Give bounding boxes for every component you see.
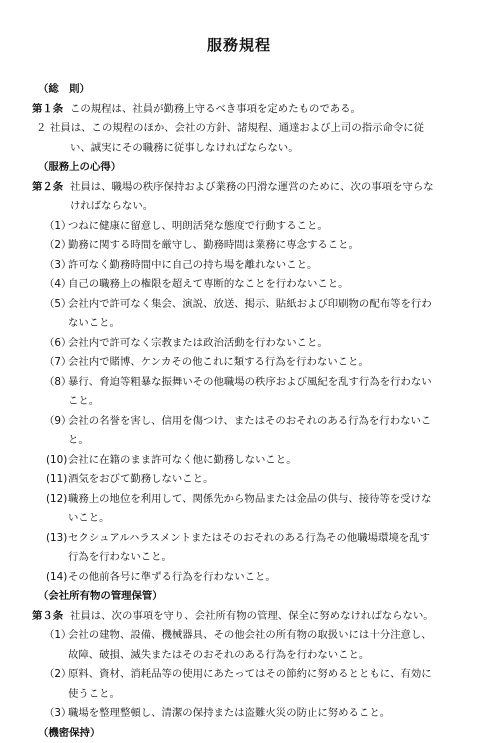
item-number: (12) <box>46 490 67 510</box>
item-number: （2） <box>44 236 71 256</box>
item-number: （8） <box>44 373 71 393</box>
item-text: 会社内で許可なく宗教または政治活動を行わないこと。 <box>68 337 328 349</box>
list-item <box>0 470 478 490</box>
article-2-items <box>0 217 478 588</box>
item-text: つねに健康に留意し、明朗活発な態度で行動すること。 <box>68 220 328 232</box>
item-text: 職務上の地位を利用して、関係先から物品または金品の供与、接待等を受けないこと。 <box>68 493 431 525</box>
item-number: （2） <box>44 665 71 685</box>
list-item <box>0 373 478 412</box>
item-number: （3） <box>44 704 71 724</box>
list-item <box>0 256 478 276</box>
article-3-items <box>0 626 478 724</box>
item-text: 会社内で賭博、ケンカその他これに類する行為を行わないこと。 <box>68 356 369 368</box>
item-number: （1） <box>44 626 71 646</box>
item-number: (13) <box>46 529 67 549</box>
section-heading-confidentiality: （機密保持） <box>0 724 478 743</box>
article-3 <box>0 607 478 627</box>
section-heading-conduct: （服務上の心得） <box>0 158 478 178</box>
item-number: （9） <box>44 412 71 432</box>
list-item <box>0 295 478 334</box>
document-body <box>0 80 478 743</box>
item-text: 原料、資材、消耗品等の使用にあたってはその節約に努めるとともに、有効に使うこと。 <box>68 668 432 700</box>
list-item <box>0 568 478 588</box>
item-text: 会社に在籍のまま許可なく他に勤務しないこと。 <box>68 454 297 466</box>
item-text: 暴行、脅迫等粗暴な振舞いその他職場の秩序および風紀を乱す行為を行わないこと。 <box>68 376 432 408</box>
list-item <box>0 626 478 665</box>
paragraph-text: 社員は、この規程のほか、会社の方針、諸規程、通達および上司の指示命令に従い、誠実にその職務に従事しなければならない。 <box>50 119 440 158</box>
item-number: （6） <box>44 334 71 354</box>
list-item <box>0 334 478 354</box>
article-text: この規程は、社員が勤務上守るべき事項を定めたものである。 <box>70 100 440 120</box>
article-1-paragraph-2 <box>0 119 478 158</box>
list-item <box>0 529 478 568</box>
document-title: 服務規程 <box>0 34 478 56</box>
item-number: （5） <box>44 295 71 315</box>
list-item <box>0 353 478 373</box>
item-number: (10) <box>46 451 67 471</box>
paragraph-number: ２ <box>36 119 46 139</box>
list-item <box>0 490 478 529</box>
item-number: （3） <box>44 256 71 276</box>
list-item <box>0 704 478 724</box>
list-item <box>0 665 478 704</box>
list-item <box>0 275 478 295</box>
item-text: 自己の職務上の権限を超えて専断的なことを行わないこと。 <box>68 278 349 290</box>
item-number: （7） <box>44 353 71 373</box>
item-text: 会社の名誉を害し、信用を傷つけ、またはそのおそれのある行為を行わないこと。 <box>68 415 431 447</box>
list-item <box>0 451 478 471</box>
article-number: 第３条 <box>32 607 63 627</box>
section-heading-general: （総 則） <box>0 80 478 100</box>
article-text: 社員は、職場の秩序保持および業務の円滑な運営のために、次の事項を守らなければならない。 <box>70 178 440 217</box>
article-number: 第１条 <box>32 100 63 120</box>
item-text: 会社の建物、設備、機械器具、その他会社の所有物の取扱いには十分注意し、故障、破損、滅失またはそのおそれのある行為を行わないこと。 <box>68 629 432 661</box>
article-text: 社員は、次の事項を守り、会社所有物の管理、保全に努めなければならない。 <box>70 607 440 627</box>
item-number: （4） <box>44 275 71 295</box>
list-item <box>0 217 478 237</box>
item-text: その他前各号に準ずる行為を行わないこと。 <box>68 571 276 583</box>
item-number: （1） <box>44 217 71 237</box>
item-text: 酒気をおびて勤務しないこと。 <box>68 473 213 485</box>
list-item <box>0 236 478 256</box>
article-2 <box>0 178 478 217</box>
item-number: (14) <box>46 568 67 588</box>
item-text: 勤務に関する時間を厳守し、勤務時間は業務に専念すること。 <box>68 239 359 251</box>
item-text: 許可なく勤務時間中に自己の持ち場を離れないこと。 <box>68 259 317 271</box>
item-text: 会社内で許可なく集会、演説、放送、掲示、貼紙および印刷物の配布等を行わないこと。 <box>68 298 432 330</box>
list-item <box>0 412 478 451</box>
item-text: 職場を整理整頓し、清潔の保持または盗難火災の防止に努めること。 <box>68 707 390 719</box>
section-heading-company-property: （会社所有物の管理保管） <box>0 587 478 607</box>
article-number: 第２条 <box>32 178 63 198</box>
item-number: (11) <box>46 470 67 490</box>
item-text: セクシュアルハラスメントまたはそのおそれのある行為その他職場環境を乱す行為を行わないこと。 <box>68 532 430 564</box>
article-1 <box>0 100 478 120</box>
